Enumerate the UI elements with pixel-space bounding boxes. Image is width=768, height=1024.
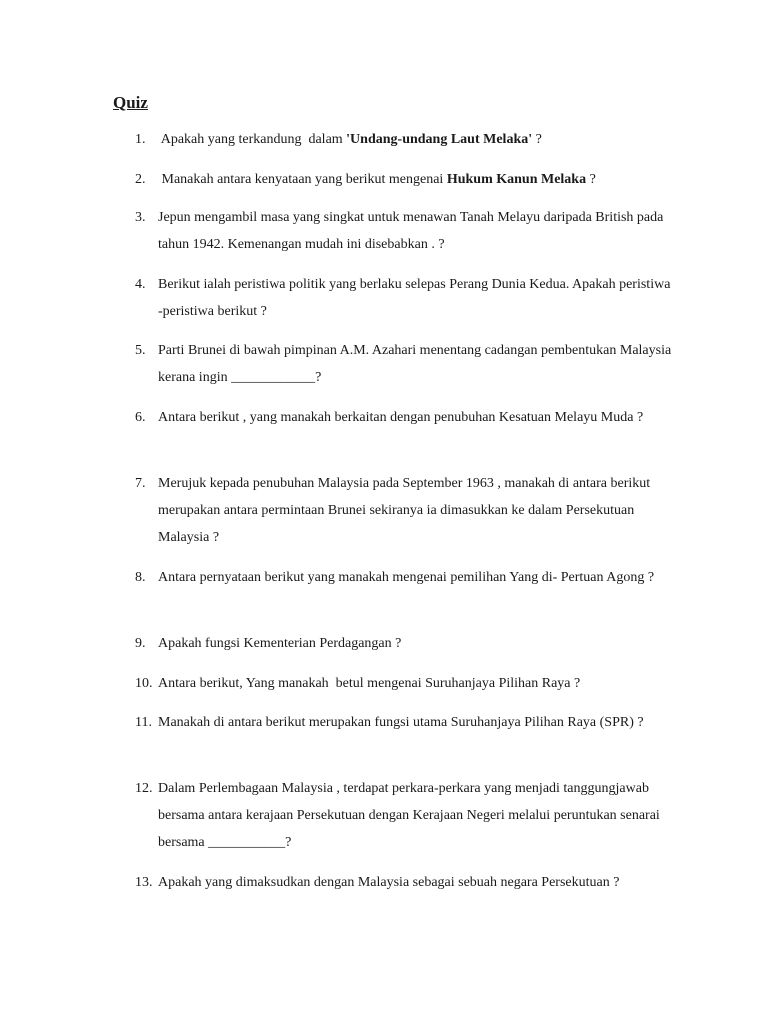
question-text: Dalam Perlembagaan Malaysia , terdapat perkara-perkara yang menjadi tanggungjawab bersama antara kerajaan Persekutuan dengan Kerajaan Negeri melalui peruntukan senarai bersama ___________? xyxy=(158,781,660,850)
question-text: Apakah yang dimaksudkan dengan Malaysia sebagai sebuah negara Persekutuan ? xyxy=(158,875,620,890)
question-text: Apakah yang terkandung dalam 'Undang-undang Laut Melaka' ? xyxy=(158,132,542,147)
question-item xyxy=(135,126,675,153)
question-item xyxy=(135,775,675,856)
page-title: Quiz xyxy=(113,93,148,112)
question-number: 3. xyxy=(135,210,146,225)
question-emphasis: 'Undang-undang Laut Melaka' xyxy=(346,132,533,147)
question-text: Jepun mengambil masa yang singkat untuk menawan Tanah Melayu daripada British pada tahun 1942. Kemenangan mudah ini disebabkan . ? xyxy=(158,210,664,252)
question-text: Manakah di antara berikut merupakan fungsi utama Suruhanjaya Pilihan Raya (SPR) ? xyxy=(158,715,644,730)
question-item xyxy=(135,630,675,657)
question-number: 6. xyxy=(135,410,146,425)
question-item xyxy=(135,404,675,431)
question-item xyxy=(135,670,675,697)
question-number: 11. xyxy=(135,715,152,730)
question-number: 9. xyxy=(135,636,146,651)
question-item xyxy=(135,271,675,325)
question-text: Parti Brunei di bawah pimpinan A.M. Azahari menentang cadangan pembentukan Malaysia kerana ingin ____________? xyxy=(158,343,672,385)
question-item xyxy=(135,869,675,896)
question-text: Antara berikut , yang manakah berkaitan dengan penubuhan Kesatuan Melayu Muda ? xyxy=(158,410,644,425)
question-item xyxy=(135,709,675,736)
question-text: Berikut ialah peristiwa politik yang berlaku selepas Perang Dunia Kedua. Apakah peristiwa -peristiwa berikut ? xyxy=(158,277,671,319)
question-number: 10. xyxy=(135,676,153,691)
question-text: Apakah fungsi Kementerian Perdagangan ? xyxy=(158,636,402,651)
question-item xyxy=(135,470,675,551)
question-item xyxy=(135,204,675,258)
question-number: 5. xyxy=(135,343,146,358)
question-item xyxy=(135,337,675,391)
question-text: Antara berikut, Yang manakah betul mengenai Suruhanjaya Pilihan Raya ? xyxy=(158,676,581,691)
question-number: 2. xyxy=(135,172,146,187)
question-text: Merujuk kepada penubuhan Malaysia pada September 1963 , manakah di antara berikut merupakan antara permintaan Brunei sekiranya ia dimasukkan ke dalam Persekutuan Malaysia ? xyxy=(158,476,651,545)
question-number: 7. xyxy=(135,476,146,491)
question-text: Manakah antara kenyataan yang berikut mengenai Hukum Kanun Melaka ? xyxy=(158,172,596,187)
answer-blank: ___________ xyxy=(208,835,286,850)
question-number: 4. xyxy=(135,277,146,292)
question-number: 13. xyxy=(135,875,153,890)
question-item xyxy=(135,166,675,193)
question-text: Antara pernyataan berikut yang manakah mengenai pemilihan Yang di- Pertuan Agong ? xyxy=(158,570,655,585)
question-number: 1. xyxy=(135,132,146,147)
answer-blank: ____________ xyxy=(231,370,316,385)
question-number: 12. xyxy=(135,781,153,796)
question-item xyxy=(135,564,675,591)
question-number: 8. xyxy=(135,570,146,585)
question-emphasis: Hukum Kanun Melaka xyxy=(446,172,587,187)
